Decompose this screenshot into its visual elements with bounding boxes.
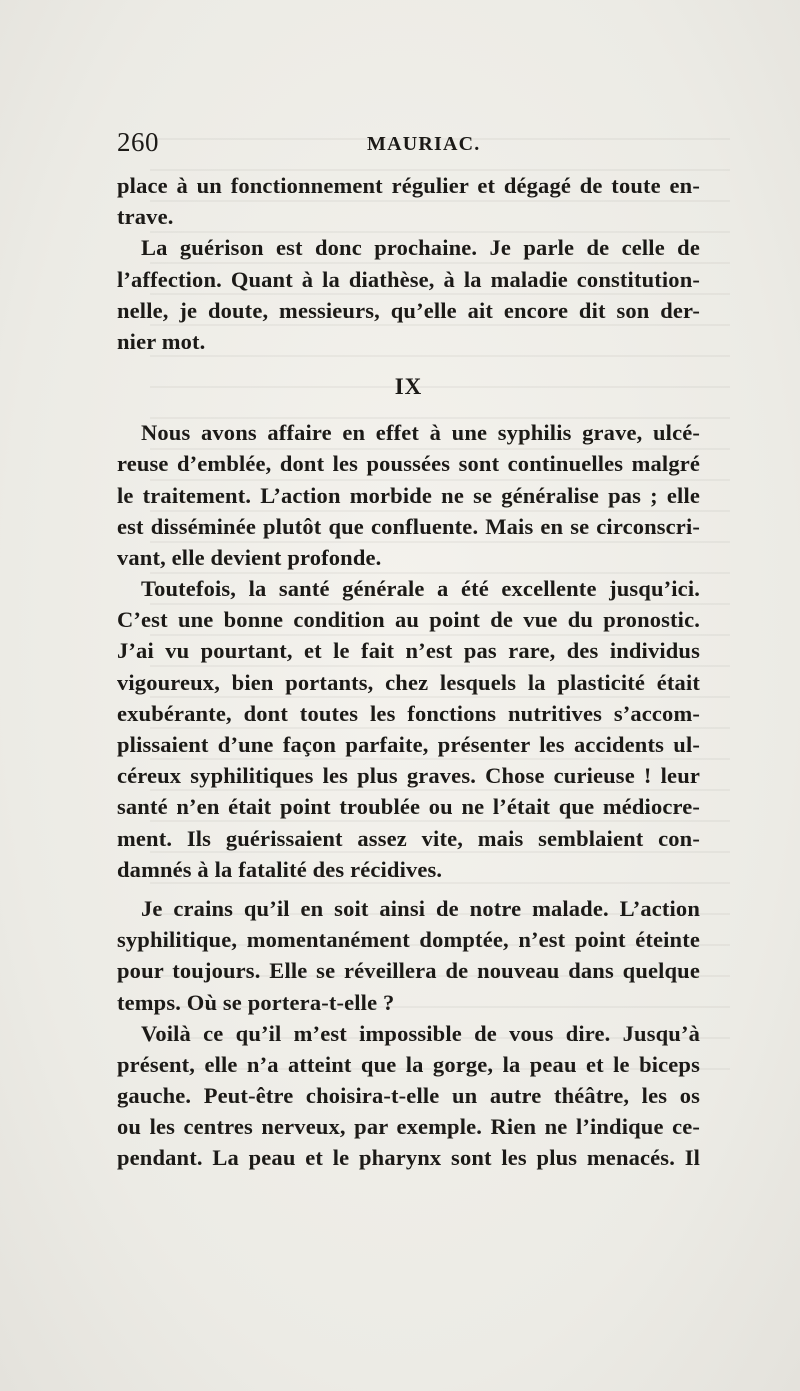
text-line: La guérison est donc prochaine. Je parle de celle de <box>141 235 700 261</box>
page-header <box>117 125 700 159</box>
text-line: ou les centres nerveux, par exemple. Rien ne l’indique ce- <box>117 1114 700 1140</box>
text-line: ment. Ils guérissaient assez vite, mais semblaient con- <box>117 825 700 851</box>
body-text <box>117 170 700 1174</box>
text-line: nelle, je doute, messieurs, qu’elle ait encore dit son der- <box>117 297 700 323</box>
spacer <box>117 357 700 365</box>
text-line: pour toujours. Elle se réveillera de nouveau dans quelque <box>117 958 700 984</box>
section-heading: IX <box>394 374 423 400</box>
text-line: plissaient d’une façon parfaite, présenter les accidents ul- <box>117 732 700 757</box>
text-line: place à un fonctionnement régulier et dégagé de toute en- <box>117 173 700 198</box>
text-line: Nous avons affaire en effet à une syphilis grave, ulcé- <box>141 420 700 446</box>
text-line: est disséminée plutôt que confluente. Mais en se circonscri- <box>117 513 700 539</box>
text-line: C’est une bonne condition au point de vue du pronostic. <box>117 607 700 633</box>
text-line: syphilitique, momentanément domptée, n’est point éteinte <box>117 927 700 953</box>
text-line: vigoureux, bien portants, chez lesquels la plasticité était <box>117 669 700 695</box>
text-line: reuse d’emblée, dont les poussées sont continuelles malgré <box>117 451 700 477</box>
text-line: présent, elle n’a atteint que la gorge, la peau et le biceps <box>117 1051 700 1077</box>
page-number: 260 <box>117 127 159 157</box>
text-line: exubérante, dont toutes les fonctions nutritives s’accom- <box>117 700 700 726</box>
text-line: temps. Où se portera-t-elle ? <box>117 989 395 1015</box>
text-line: Je crains qu’il en soit ainsi de notre malade. L’action <box>141 895 700 921</box>
text-line: Voilà ce qu’il m’est impossible de vous dire. Jusqu’à <box>141 1020 700 1046</box>
text-line: l’affection. Quant à la diathèse, à la maladie constitution- <box>117 266 700 292</box>
text-line: trave. <box>117 204 174 230</box>
text-line: vant, elle devient profonde. <box>117 544 382 570</box>
text-line: J’ai vu pourtant, et le fait n’est pas rare, des individus <box>117 638 700 664</box>
text-line: le traitement. L’action morbide ne se généralise pas ; elle <box>117 482 700 508</box>
text-line: damnés à la fatalité des récidives. <box>117 856 443 882</box>
spacer <box>117 885 700 893</box>
text-line: santé n’en était point troublée ou ne l’était que médiocre- <box>117 794 700 820</box>
text-line: gauche. Peut-être choisira-t-elle un autre théâtre, les os <box>117 1083 700 1109</box>
running-head: MAURIAC. <box>367 133 481 155</box>
text-line: Toutefois, la santé générale a été excellente jusqu’ici. <box>141 576 700 602</box>
text-line: pendant. La peau et le pharynx sont les plus menacés. Il <box>117 1145 700 1171</box>
text-line: nier mot. <box>117 328 206 354</box>
spacer <box>117 409 700 417</box>
text-line: céreux syphilitiques les plus graves. Chose curieuse ! leur <box>117 763 700 789</box>
